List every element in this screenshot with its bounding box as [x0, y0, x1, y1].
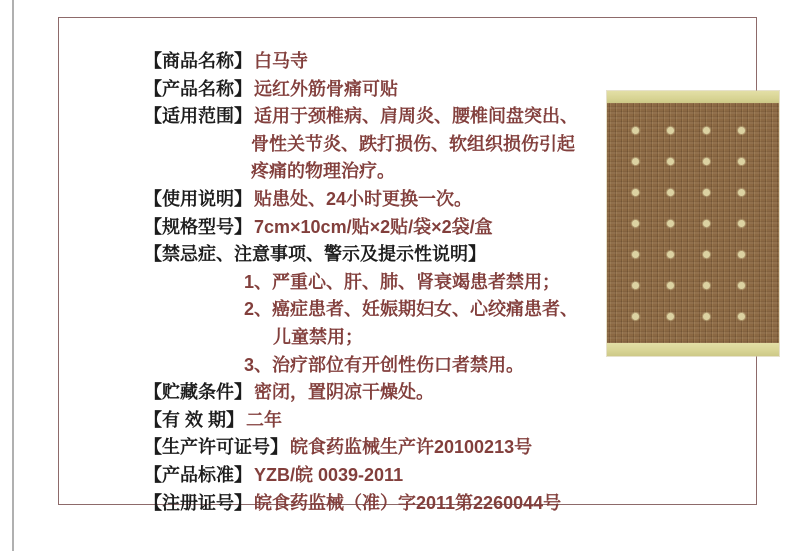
patch-hole	[632, 282, 639, 289]
patch-hole	[738, 127, 745, 134]
field-value: 皖食药监械（准）字2011第2260044号	[254, 492, 562, 513]
patch-hole	[738, 313, 745, 320]
field-storage	[144, 379, 604, 407]
patch-hole	[667, 220, 674, 227]
patch-hole	[632, 251, 639, 258]
patch-hole	[738, 251, 745, 258]
field-value: 远红外筋骨痛可贴	[254, 78, 398, 99]
patch-holes	[607, 91, 779, 356]
patch-hole	[632, 158, 639, 165]
field-value: 疼痛的物理治疗。	[251, 161, 395, 182]
field-scope-cont-2	[144, 158, 604, 186]
patch-hole	[703, 313, 710, 320]
patch-hole	[632, 220, 639, 227]
field-value: 二年	[246, 409, 283, 430]
field-value: 7cm×10cm/贴×2贴/袋×2袋/盒	[254, 216, 493, 237]
field-value: 贴患处、24小时更换一次。	[254, 188, 473, 209]
field-label: 【适用范围】	[144, 106, 252, 127]
field-trade-name	[144, 48, 604, 76]
field-scope	[144, 103, 604, 131]
left-divider-line	[12, 0, 14, 551]
field-product-standard	[144, 462, 604, 490]
field-value: 3、治疗部位有开创性伤口者禁用。	[244, 354, 525, 375]
field-label: 【贮藏条件】	[144, 382, 252, 403]
field-shelf-life	[144, 407, 604, 435]
spec-panel	[58, 17, 757, 513]
field-value: 1、严重心、肝、肺、肾衰竭患者禁用；	[244, 271, 561, 292]
field-label: 【使用说明】	[144, 188, 252, 209]
patch-hole	[632, 127, 639, 134]
patch-hole	[667, 282, 674, 289]
field-registration-no	[144, 490, 604, 518]
patch-hole	[632, 189, 639, 196]
contra-item-2-cont	[144, 324, 604, 352]
patch-hole	[703, 282, 710, 289]
contraindications-header	[144, 241, 604, 269]
field-value: 密闭，置阴凉干燥处。	[254, 382, 434, 403]
field-value: 皖食药监械生产许20100213号	[290, 437, 533, 458]
field-production-license	[144, 434, 604, 462]
patch-hole	[667, 251, 674, 258]
field-value: 2、癌症患者、妊娠期妇女、心绞痛患者、	[244, 299, 579, 320]
patch-hole	[632, 313, 639, 320]
field-label: 【产品标准】	[144, 464, 252, 485]
field-label: 【禁忌症、注意事项、警示及提示性说明】	[144, 244, 486, 265]
field-label: 【生产许可证号】	[144, 437, 288, 458]
field-value: 骨性关节炎、跌打损伤、软组织损伤引起	[251, 133, 575, 154]
patch-hole	[738, 282, 745, 289]
field-label: 【注册证号】	[144, 492, 252, 513]
contra-item-1	[144, 269, 604, 297]
patch-hole	[703, 220, 710, 227]
spec-text-block	[144, 48, 604, 517]
field-usage	[144, 186, 604, 214]
field-spec-model	[144, 214, 604, 242]
patch-hole	[703, 189, 710, 196]
field-label: 【规格型号】	[144, 216, 252, 237]
patch-hole	[667, 189, 674, 196]
contra-item-2	[144, 296, 604, 324]
field-scope-cont-1	[144, 131, 604, 159]
field-value: 适用于颈椎病、肩周炎、腰椎间盘突出、	[254, 106, 578, 127]
field-value: 白马寺	[254, 51, 308, 71]
field-label: 【有 效 期】	[144, 409, 245, 430]
patch-hole	[738, 189, 745, 196]
patch-hole	[738, 220, 745, 227]
field-label: 【商品名称】	[144, 51, 252, 71]
patch-hole	[738, 158, 745, 165]
patch-hole	[667, 313, 674, 320]
patch-hole	[703, 251, 710, 258]
patch-hole	[703, 127, 710, 134]
field-product-name	[144, 76, 604, 104]
patch-hole	[667, 158, 674, 165]
contra-item-3	[144, 352, 604, 380]
product-photo-plaster-patch	[607, 91, 779, 356]
field-value: YZB/皖 0039-2011	[254, 464, 404, 485]
patch-hole	[703, 158, 710, 165]
field-value: 儿童禁用；	[273, 326, 363, 347]
field-label: 【产品名称】	[144, 78, 252, 99]
patch-hole	[667, 127, 674, 134]
